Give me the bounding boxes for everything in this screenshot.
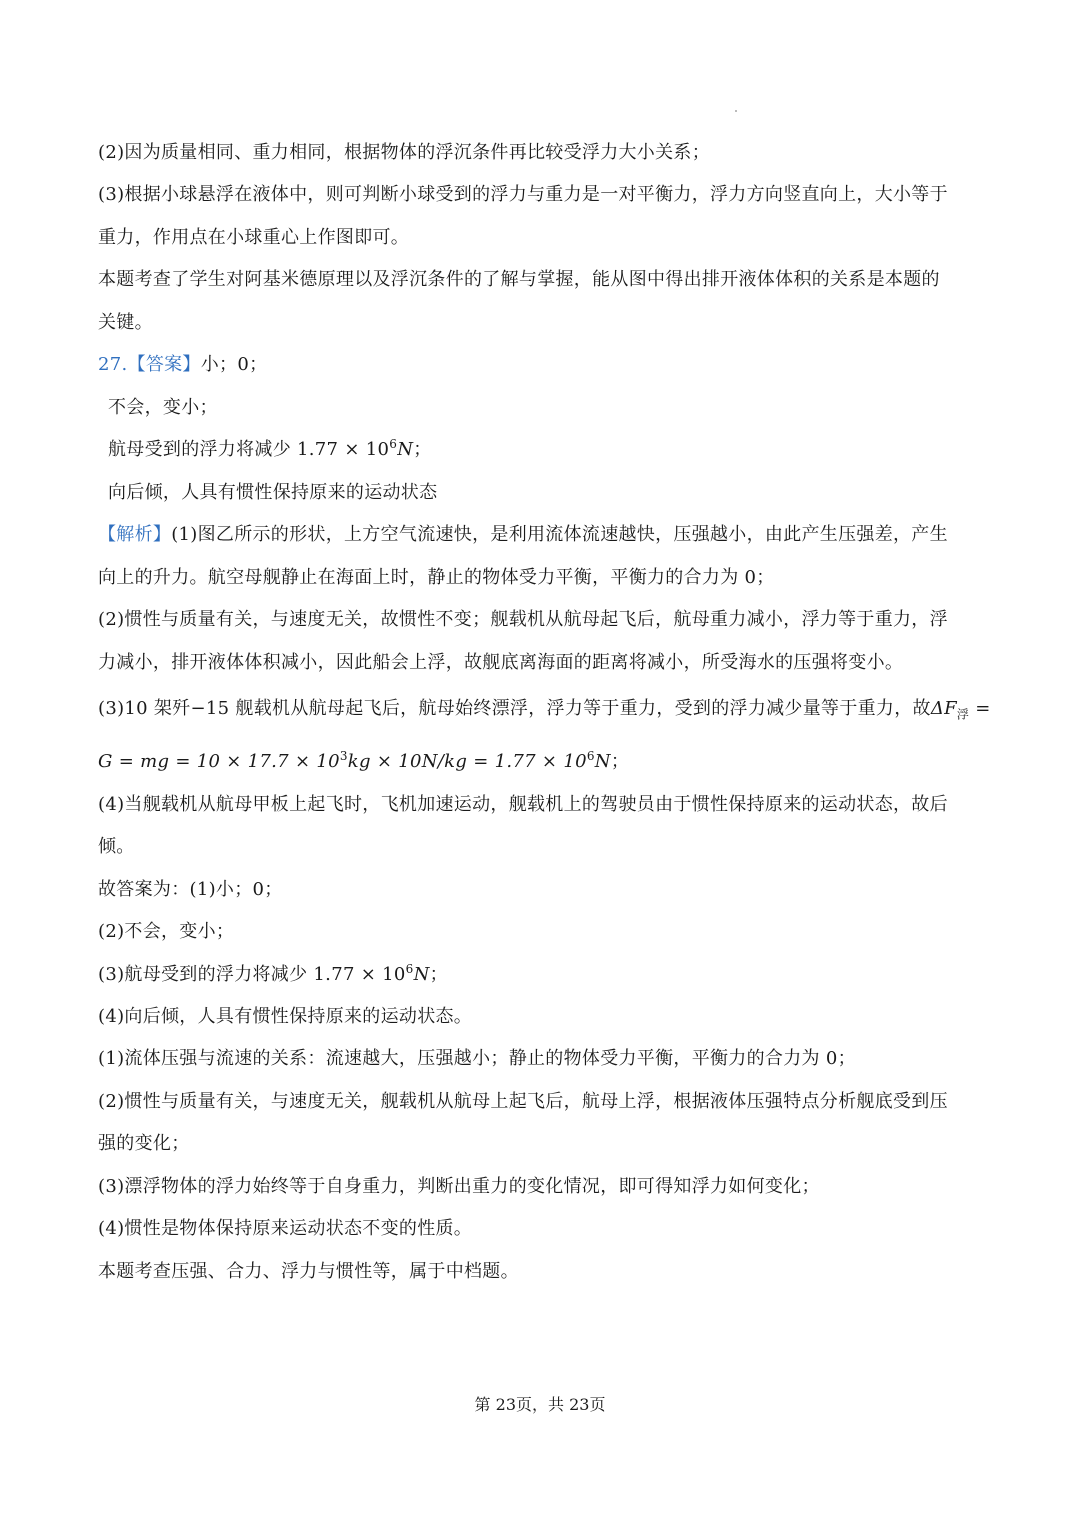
- knowledge-2b: 强的变化；: [98, 1133, 190, 1154]
- formula-part-a: G = mg = 10 × 17.7 × 10: [98, 751, 340, 772]
- summary-line-a: 本题考查了学生对阿基米德原理以及浮沉条件的了解与掌握，能从图中得出排开液体体积的关系是本题的: [98, 269, 940, 290]
- explanation-tag: 【解析】: [98, 524, 172, 545]
- final-answer-3-unit: N: [413, 964, 430, 985]
- knowledge-1: (1)流体压强与流速的关系：流速越大，压强越小；静止的物体受力平衡，平衡力的合力为 0；: [98, 1048, 856, 1069]
- final-answer-4: (4)向后倾，人具有惯性保持原来的运动状态。: [98, 1006, 473, 1027]
- knowledge-2a: (2)惯性与质量有关，与速度无关，舰载机从航母上起飞后，航母上浮，根据液体压强特点分析舰底受到压: [98, 1091, 948, 1112]
- equals-sign: =: [969, 698, 991, 719]
- answer-4: 向后倾，人具有惯性保持原来的运动状态: [108, 482, 438, 503]
- answer-tag: 【答案】: [127, 354, 201, 375]
- knowledge-3: (3)漂浮物体的浮力始终等于自身重力，判断出重力的变化情况，即可得知浮力如何变化；: [98, 1176, 820, 1197]
- analysis-line-3a: (3)根据小球悬浮在液体中，则可判断小球受到的浮力与重力是一对平衡力，浮力方向竖直向上，大小等于: [98, 184, 948, 205]
- analysis-line-2: (2)因为质量相同、重力相同，根据物体的浮沉条件再比较受浮力大小关系；: [98, 142, 710, 163]
- explanation-line-5: [98, 696, 991, 722]
- delta-f-subscript: 浮: [956, 707, 970, 722]
- final-answer-1: 故答案为：(1)小；0；: [98, 879, 283, 900]
- answer-3: [108, 437, 998, 463]
- explanation-formula: [98, 749, 988, 775]
- question-number: 27.: [98, 354, 128, 375]
- explanation-line-4: 力减小，排开液体体积减小，因此船会上浮，故舰底离海面的距离将减小，所受海水的压强将变小。: [98, 652, 904, 673]
- explanation-line-7: (4)当舰载机从航母甲板上起飞时，飞机加速运动，舰载机上的驾驶员由于惯性保持原来的运动状态，故后: [98, 794, 948, 815]
- answer-3-number: 1.77 × 10: [297, 439, 390, 460]
- final-answer-3-end: ；: [429, 964, 448, 985]
- answer-2: 不会，变小；: [108, 397, 218, 418]
- final-answer-3: [98, 962, 988, 988]
- knowledge-4: (4)惯性是物体保持原来运动状态不变的性质。: [98, 1218, 473, 1239]
- answer-3-text: 航母受到的浮力将减少: [108, 439, 298, 460]
- explanation-text-1: (1)图乙所示的形状，上方空气流速快，是利用流体流速越快，压强越小，由此产生压强差，产生: [171, 524, 948, 545]
- scan-dot: [735, 110, 737, 112]
- answer-3-exponent: 6: [389, 437, 398, 451]
- explanation-line-2: 向上的升力。航空母舰静止在海面上时，静止的物体受力平衡，平衡力的合力为 0；: [98, 567, 775, 588]
- analysis-line-3b: 重力，作用点在小球重心上作图即可。: [98, 227, 410, 248]
- formula-exponent-2: 6: [586, 749, 595, 763]
- summary-final: 本题考查压强、合力、浮力与惯性等，属于中档题。: [98, 1261, 519, 1282]
- page-footer: 第 23页，共 23页: [474, 1395, 606, 1414]
- delta-f: ΔF: [930, 698, 957, 719]
- explanation-line-1: [98, 522, 988, 548]
- answer-1: 小；0；: [200, 354, 268, 375]
- explanation-line-8: 倾。: [98, 836, 135, 857]
- explanation-text-5: (3)10 架歼−15 舰载机从航母起飞后，航母始终漂浮，浮力等于重力，受到的浮力减少量等于重力，故: [98, 698, 931, 719]
- summary-line-b: 关键。: [98, 312, 153, 333]
- final-answer-2: (2)不会，变小；: [98, 921, 235, 942]
- final-answer-3-text: (3)航母受到的浮力将减少: [98, 964, 314, 985]
- final-answer-3-exponent: 6: [405, 962, 414, 976]
- formula-end: ；: [610, 751, 630, 772]
- explanation-line-3: (2)惯性与质量有关，与速度无关，故惯性不变；舰载机从航母起飞后，航母重力减小，浮力等于重力，浮: [98, 609, 948, 630]
- final-answer-3-number: 1.77 × 10: [313, 964, 406, 985]
- question-27-answer: [98, 352, 988, 378]
- answer-3-end: ；: [413, 439, 432, 460]
- formula-unit: N: [594, 751, 611, 772]
- formula-exponent-1: 3: [339, 749, 348, 763]
- answer-3-unit: N: [397, 439, 414, 460]
- formula-part-b: kg × 10N/kg = 1.77 × 10: [347, 751, 587, 772]
